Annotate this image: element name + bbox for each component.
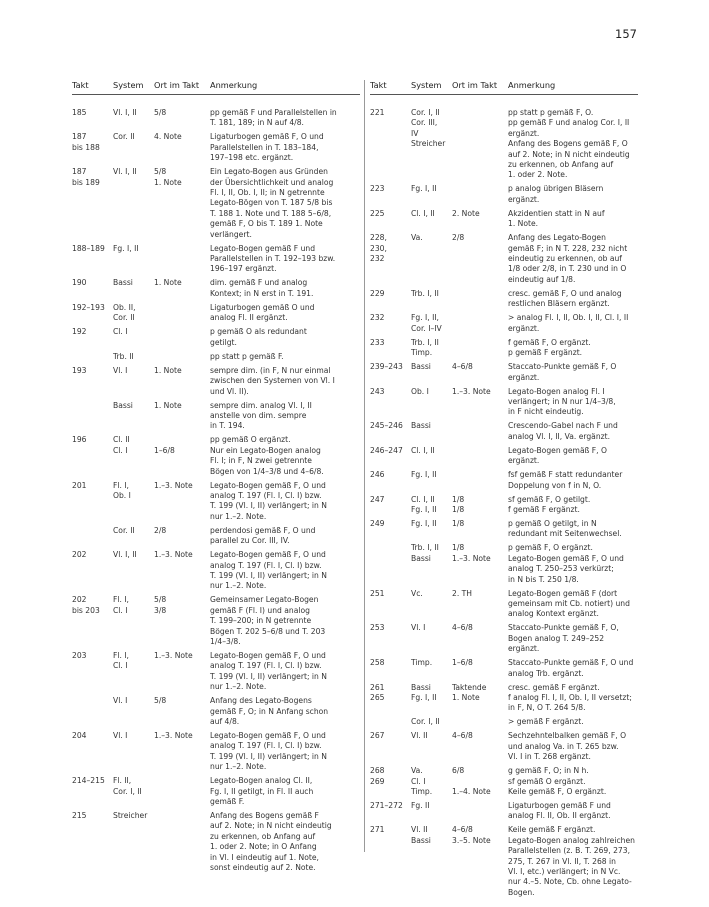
cell-system: Vl. I, II [113,108,137,117]
header-rule [72,94,360,95]
cell-anmerkung: Ligaturbogen gemäß F und analog Fl. II, Ob. II ergänzt. [508,801,611,821]
table-row [370,362,638,383]
cell-takt: 247 [370,494,385,504]
cell-anmerkung: fsf gemäß F statt redundanter Doppelung von f in N, O. [508,470,623,490]
cell-anmerkung: cresc. gemäß F, O und analog restlichen Bläsern ergänzt. [508,288,622,309]
cell-ort: 4–6/8 [452,362,473,372]
cell-takt: 225 [370,208,385,218]
cell-anmerkung: Anfang des Bogens gemäß F auf 2. Note; in N nicht eindeutig zu erkennen, ob Anfang auf 1. oder 2. Note; in O Anfang in Vl. I eindeutig auf 1. Note, sonst eindeutig auf 2. Note. [210,811,332,873]
cell-ort [452,446,508,467]
cell-system: Cor. I, II Cor. III, IV Streicher [411,108,446,149]
cell-system: Fg. I, II [411,518,437,528]
table-row [72,811,360,873]
cell-anmerkung: p gemäß F, O ergänzt. Legato-Bogen gemäß F, O und analog T. 250–253 verkürzt; in N bis T. 250 1/8. [508,543,624,584]
cell-anmerkung: Legato-Bogen gemäß F (dort gemeinsam mit Cb. notiert) und analog Kontext ergänzt. [508,588,630,619]
header-ort: Ort im Takt [154,80,200,90]
cell-system: Bassi [411,421,431,431]
table-row [370,683,638,714]
table-row [370,658,638,679]
cell-ort: 1.–3. Note [154,731,193,741]
table-row [72,401,360,432]
cell-anmerkung: Sechzehntelbalken gemäß F, O und analog Va. in T. 265 bzw. Vl. I in T. 268 ergänzt. [508,731,627,762]
cell-ort: 1. Note [154,365,182,375]
cell-system: Timp. [411,658,433,668]
cell-system: Trb. I, II Timp. [411,337,439,358]
cell-takt: 261 265 [370,682,385,702]
table-row [370,543,638,585]
cell-anmerkung: sempre dim. analog Vl. I, II anstelle von dim. sempre in T. 194. [210,400,312,431]
table-row [370,289,638,310]
table-row [72,696,360,727]
cell-system: Bassi [411,362,431,372]
table-row [72,303,360,324]
cell-takt [72,526,113,547]
cell-takt: 251 [370,588,385,598]
cell-ort: 5/8 [154,696,167,706]
header-rule [370,94,638,95]
table-row [370,717,638,727]
cell-system: Vl. I, II [113,167,137,177]
cell-ort [452,289,508,310]
cell-ort: 1.–3. Note [154,480,193,490]
cell-takt: 245–246 [370,421,403,431]
table-row [370,623,638,654]
cell-takt: 229 [370,288,385,298]
cell-system: Streicher [113,811,148,821]
cell-anmerkung: p analog übrigen Bläsern ergänzt. [508,184,604,204]
cell-ort [452,421,508,442]
cell-takt: 187 bis 188 [72,132,100,152]
cell-anmerkung: Legato-Bogen gemäß F und Parallelstellen in T. 192–193 bzw. 196–197 ergänzt. [210,243,336,274]
table-row [370,589,638,620]
cell-anmerkung: Ein Legato-Bogen aus Gründen der Übersichtlichkeit und analog Fl. I, II, Ob. I, II; in N getrennte Legato-Bögen von T. 187 5/8 bis T. 188 1. Note und T. 188 5–6/8, gemäß F, O bis T. 189 1. Note verlängert. [210,167,334,239]
cell-system: Bassi [113,400,133,410]
cell-anmerkung: Anfang des Legato-Bogen gemäß F; in N T. 228, 232 nicht eindeutig zu erkennen, ob auf 1/8 oder 2/8, in T. 230 und in O eindeutig auf 1/8. [508,233,628,284]
cell-ort [452,717,508,727]
cell-anmerkung: Gemeinsamer Legato-Bogen gemäß F (Fl. I) und analog T. 199–200; in N getrennte Bögen T. 202 5–6/8 und T. 203 1/4–3/8. [210,595,326,646]
table-row [72,108,360,129]
cell-system: Fg. II [411,801,430,811]
cell-anmerkung: Keile gemäß F ergänzt. Legato-Bogen analog zahlreichen Parallelstellen (z. B. T. 269, 273, 275, T. 267 in Vl. II, T. 268 in Vl. I, etc.) verlängert; in N Vc. nur 4.–5. Note, Cb. ohne Legato- Bogen. [508,825,635,897]
cell-system: Vc. [411,588,423,598]
cell-anmerkung: sempre dim. (in F, N nur einmal zwischen den Systemen von Vl. I und Vl. II). [210,365,335,396]
cell-system: Cl. I [113,327,128,337]
cell-anmerkung: pp statt p gemäß F, O. pp gemäß F und analog Cor. I, II ergänzt. Anfang des Bogens gemäß F, O auf 2. Note; in N nicht eindeutig zu erkennen, ob Anfang auf 1. oder 2. Note. [508,108,630,180]
cell-takt: 187 bis 189 [72,167,100,187]
cell-anmerkung: Ligaturbogen gemäß F, O und Parallelstellen in T. 183–184, 197–198 etc. ergänzt. [210,132,324,163]
cell-anmerkung: perdendosi gemäß F, O und parallel zu Cor. III, IV. [210,525,316,546]
cell-system: Vl. I [113,696,128,706]
cell-takt: 214–215 [72,776,105,786]
table-row [72,776,360,807]
cell-takt: 193 [72,365,87,375]
table-row [72,167,360,240]
cell-anmerkung: p gemäß O als redundant getilgt. [210,327,307,347]
cell-anmerkung: pp gemäß F und Parallelstellen in T. 181, 189; in N auf 4/8. [210,108,337,128]
cell-takt: 239–243 [370,362,403,372]
cell-takt [370,717,411,727]
cell-anmerkung: Staccato-Punkte gemäß F, O und analog Trb. ergänzt. [508,658,634,678]
cell-anmerkung: g gemäß F, O; in N h. sf gemäß O ergänzt. Keile gemäß F, O ergänzt. [508,766,607,797]
cell-takt: 267 [370,731,385,741]
table-header [370,80,638,91]
cell-ort: 6/8 1.–4. Note [452,766,491,797]
cell-system: Vl. II [411,731,428,741]
cell-anmerkung: Legato-Bogen gemäß F, O und analog T. 197 (Fl. I, Cl. I) bzw. T. 199 (Vl. I, II) verlängert; in N nur 1.–2. Note. [210,731,327,772]
cell-anmerkung: Legato-Bogen gemäß F, O und analog T. 197 (Fl. I, Cl. I) bzw. T. 199 (Vl. I, II) verlängert; in N nur 1.–2. Note. [210,480,327,521]
table-row [72,366,360,397]
cell-takt: 249 [370,518,385,528]
cell-takt: 228, 230, 232 [370,233,387,264]
cell-ort: 1.–3. Note [452,386,491,396]
table-row [72,651,360,693]
cell-anmerkung: Staccato-Punkte gemäß F, O, Bogen analog T. 249–252 ergänzt. [508,623,619,654]
cell-anmerkung: dim. gemäß F und analog Kontext; in N erst in T. 191. [210,278,314,298]
cell-ort: 1–6/8 [154,445,175,455]
cell-ort [452,470,508,491]
table-row [370,766,638,797]
cell-takt: 271 [370,825,385,835]
cell-ort: 2. TH [452,588,473,598]
cell-takt: 268 269 [370,766,385,786]
cell-anmerkung: sf gemäß F, O getilgt. f gemäß F ergänzt. [508,494,591,514]
left-column [72,80,360,877]
cell-system: Cor. II [113,132,135,142]
cell-ort: 1. Note [154,278,182,288]
table-row [370,184,638,205]
table-row [72,731,360,773]
cell-system: Fl. I, Cl. I [113,595,129,615]
cell-ort: 4. Note [154,132,182,142]
cell-ort: 2/8 [452,233,465,243]
cell-system: Trb. I, II Bassi [411,543,439,563]
cell-anmerkung: Ligaturbogen gemäß O und analog Fl. II ergänzt. [210,302,315,323]
cell-ort: 4–6/8 [452,623,473,633]
cell-system: Cl. II Cl. I [113,435,130,455]
table-row [72,327,360,348]
cell-system: Cor. I, II [411,717,440,727]
table-row [72,550,360,592]
cell-ort: 1.–3. Note [154,651,193,660]
table-row [370,209,638,230]
cell-takt: 233 [370,337,385,347]
cell-system: Fl. I, Ob. I [113,480,131,500]
table-row [370,108,638,181]
cell-takt: 215 [72,811,87,821]
table-row [370,470,638,491]
cell-anmerkung: pp statt p gemäß F. [210,351,284,361]
table-row [370,387,638,418]
cell-anmerkung: > gemäß F ergänzt. [508,717,584,727]
right-column [370,80,638,902]
cell-system: Cl. I, II [411,208,435,218]
cell-ort [452,313,508,334]
cell-takt: 190 [72,278,87,288]
cell-takt: 192–193 [72,302,105,312]
cell-ort: 1/8 1.–3. Note [452,543,491,563]
cell-ort [154,811,210,873]
cell-ort [154,303,210,324]
cell-takt: 202 [72,550,87,560]
table-row [72,244,360,275]
cell-ort [452,184,508,205]
cell-takt [72,696,113,727]
cell-anmerkung: Legato-Bogen gemäß F, O und analog T. 197 (Fl. I, Cl. I) bzw. T. 199 (Vl. I, II) verlängert; in N nur 1.–2. Note. [210,651,327,692]
left-rows [72,108,360,874]
cell-takt: 253 [370,623,385,633]
cell-system: Vl. II Bassi [411,825,431,845]
cell-takt: 203 [72,651,87,660]
cell-system: Fg. I, II [411,470,437,480]
header-takt: Takt [72,80,89,90]
cell-anmerkung: Anfang des Legato-Bogens gemäß F, O; in N Anfang schon auf 4/8. [210,696,329,727]
right-rows [370,108,638,898]
table-row [370,446,638,467]
cell-ort: 5/8 3/8 [154,595,167,615]
cell-system: Fg. I, II [411,184,437,194]
cell-system: Fl. I, Cl. I [113,651,129,671]
table-row [72,595,360,647]
cell-system: Cor. II [113,525,135,535]
table-row [370,519,638,540]
table-row [370,421,638,442]
cell-ort: 1/8 [452,518,465,528]
cell-system: Vl. I [411,623,426,633]
table-row [370,801,638,822]
cell-anmerkung: Crescendo-Gabel nach F und analog Vl. I, II, Va. ergänzt. [508,421,618,441]
cell-system: Bassi Fg. I, II [411,682,437,702]
table-row [72,526,360,547]
cell-ort: 4–6/8 3.–5. Note [452,825,491,845]
cell-anmerkung: Legato-Bogen analog Fl. I verlängert; in N nur 1/4–3/8, in F nicht eindeutig. [508,386,616,417]
cell-system: Fg. I, II, Cor. I–IV [411,313,442,333]
cell-takt: 221 [370,108,385,117]
column-divider [364,80,365,852]
header-system: System [411,80,442,90]
cell-anmerkung: p gemäß O getilgt, in N redundant mit Seitenwechsel. [508,518,622,539]
cell-ort: 2. Note [452,208,480,218]
cell-takt [72,401,113,432]
table-row [72,132,360,163]
cell-system: Vl. I [113,365,128,375]
table-row [370,495,638,516]
cell-takt: 192 [72,327,87,337]
cell-anmerkung: cresc. gemäß F ergänzt. f analog Fl. I, II, Ob. I, II versetzt; in F, N, O T. 264 5/8. [508,682,632,713]
table-row [72,435,360,477]
cell-ort: 1/8 1/8 [452,494,465,514]
cell-takt: 246 [370,470,385,480]
cell-ort: 5/8 [154,108,167,117]
cell-system: Vl. I [113,731,128,741]
cell-anmerkung: > analog Fl. I, II, Ob. I, II, Cl. I, II ergänzt. [508,313,629,333]
cell-ort: 1. Note [154,400,182,410]
cell-anmerkung: Akzidentien statt in N auf 1. Note. [508,208,605,229]
cell-anmerkung: Legato-Bogen analog Cl. II, Fg. I, II getilgt, in Fl. II auch gemäß F. [210,776,314,807]
cell-takt: 201 [72,480,87,490]
cell-ort: 1.–3. Note [154,550,193,560]
cell-takt: 271–272 [370,801,403,811]
cell-takt: 246–247 [370,445,403,455]
header-anmerkung: Anmerkung [508,80,556,90]
cell-takt: 243 [370,386,385,396]
cell-anmerkung: Legato-Bogen gemäß F, O ergänzt. [508,445,607,466]
table-row [370,338,638,359]
cell-takt: 223 [370,184,385,194]
table-row [370,825,638,898]
cell-system: Bassi [113,278,133,288]
cell-system: Va. [411,233,423,243]
cell-takt: 232 [370,313,385,323]
cell-ort: 1–6/8 [452,658,473,668]
header-anmerkung: Anmerkung [210,80,258,90]
cell-takt [72,352,113,362]
cell-system: Cl. I, II Fg. I, II [411,494,437,514]
cell-system: Vl. I, II [113,550,137,560]
table-row [370,731,638,762]
cell-takt: 196 [72,435,87,445]
table-row [370,313,638,334]
cell-takt: 202 bis 203 [72,595,100,615]
page-number: 157 [615,27,637,41]
cell-anmerkung: Staccato-Punkte gemäß F, O ergänzt. [508,362,617,382]
cell-ort [154,244,210,275]
cell-system: Ob. I [411,386,429,396]
cell-ort [154,352,210,362]
cell-takt: 204 [72,731,87,741]
cell-system: Trb. II [113,351,134,361]
cell-takt: 258 [370,658,385,668]
cell-system: Trb. I, II [411,288,439,298]
header-ort: Ort im Takt [452,80,498,90]
table-row [370,233,638,285]
cell-takt: 185 [72,108,87,117]
cell-ort: Taktende 1. Note [452,682,487,702]
table-row [72,352,360,362]
cell-anmerkung: pp gemäß O ergänzt. Nur ein Legato-Bogen analog Fl. I; in F, N zwei getrennte Bögen von 1/4–3/8 und 4–6/8. [210,435,324,476]
cell-anmerkung: Legato-Bogen gemäß F, O und analog T. 197 (Fl. I, Cl. I) bzw. T. 199 (Vl. I, II) verlängert; in N nur 1.–2. Note. [210,550,327,591]
table-row [72,278,360,299]
cell-system: Ob. II, Cor. II [113,302,136,323]
cell-ort: 2/8 [154,525,167,535]
table-header [72,80,360,91]
cell-takt: 188–189 [72,243,105,253]
cell-system: Fg. I, II [113,243,139,253]
header-system: System [113,80,144,90]
cell-ort [154,327,210,348]
cell-ort [452,801,508,822]
cell-ort: 5/8 1. Note [154,167,182,187]
cell-system: Cl. I, II [411,445,435,455]
cell-ort [452,108,508,181]
cell-system: Fl. II, Cor. I, II [113,776,142,796]
header-takt: Takt [370,80,387,90]
cell-takt [370,543,411,585]
cell-anmerkung: f gemäß F, O ergänzt. p gemäß F ergänzt. [508,337,591,358]
table-row [72,481,360,523]
cell-ort: 4–6/8 [452,731,473,741]
cell-ort [154,776,210,807]
cell-ort [452,338,508,359]
cell-system: Va. Cl. I Timp. [411,766,433,797]
